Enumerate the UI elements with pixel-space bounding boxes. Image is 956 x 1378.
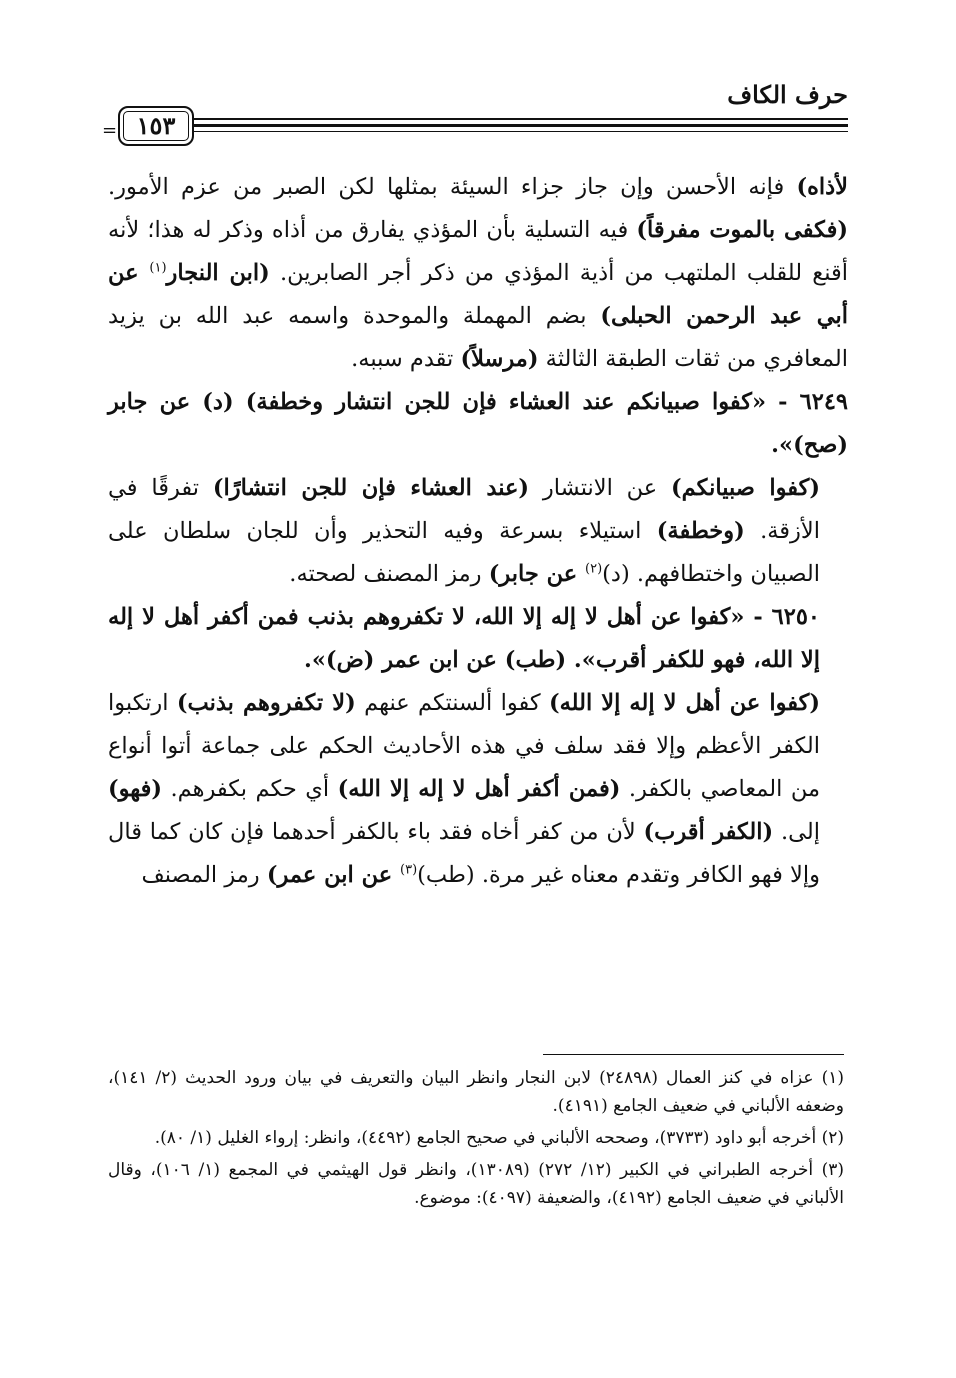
running-header-title: حرف الكاف xyxy=(727,80,848,109)
bold-term: عن ابن عمر) xyxy=(266,862,400,888)
commentary-text: كفوا ألسنتكم عنهم xyxy=(355,690,549,716)
hadith-6250 xyxy=(108,596,848,682)
paragraph-commentary-1 xyxy=(108,166,848,381)
bold-term: (كفوا عن أهل لا إله إلا الله) xyxy=(548,690,821,716)
bold-term: (عند العشاء فإن للجن انتشارًا) xyxy=(212,475,530,501)
header-rule-bottom xyxy=(190,131,848,132)
footnote-2 xyxy=(108,1124,844,1152)
commentary-text: فيه التسلية بأن المؤذي يفارق من أذاه وذكر له هذا؛ لأنه أقنع للقلب الملتهب من أذية المؤذي من ذكر أجر الصابرين. xyxy=(108,217,849,286)
commentary-text: استيلاء بسرعة وفيه التحذير وأن للجان سلطان على الصبيان واختطافهم. (د) xyxy=(108,518,820,587)
footnote-separator xyxy=(543,1054,844,1055)
commentary-text: ارتكبوا الكفر الأعظم وإلا فقد سلف في هذه الأحاديث الحكم على جماعة أتوا أنواع من المعاصي بالكفر. xyxy=(108,690,820,802)
bold-term: (فمن أكفر أهل لا إله إلا الله) xyxy=(337,776,621,802)
commentary-text: فإنه الأحسن وإن جاز جزاء السيئة بمثلها لكن الصبر من عزم الأمور. xyxy=(108,174,797,200)
commentary-text: تقدم سببه. xyxy=(351,346,461,372)
commentary-text: عن الانتشار xyxy=(529,475,672,501)
hadith-6249 xyxy=(108,381,848,467)
header-rule-top xyxy=(190,118,848,120)
bold-term: لأذاه) xyxy=(796,174,848,200)
footnote-ref[interactable]: (١) xyxy=(149,260,167,276)
footnote-text: (١) عزاه في كنز العمال (٢٤٨٩٨) لابن النجار وانظر البيان والتعريف في بيان ورود الحديث xyxy=(185,1068,844,1088)
bold-term: (ابن النجار xyxy=(166,260,270,286)
bold-term: عن أبي عبد الرحمن الحبلى) xyxy=(108,260,848,329)
bold-term: عن جابر) xyxy=(488,561,586,587)
page-number: ١٥٣ xyxy=(118,106,194,146)
bold-term: (وخطفة) xyxy=(656,518,745,544)
bold-term: (فكفى بالموت مفرقاً) xyxy=(636,217,848,243)
footnote-1 xyxy=(108,1064,844,1120)
hadith-text: ٦٢٤٩ - «كفوا صبيانكم عند العشاء فإن للجن انتشار وخطفة) (د) عن جابر (صح)». xyxy=(108,389,848,458)
footnote-text: (١/ ٨٠). xyxy=(154,1128,212,1148)
footnote-text: (٣) أخرجه الطبراني في الكبير (١٢/ ٢٧٢) (١٣٠٨٩)، وانظر قول الهيثمي في المجمع (١/ ١٠٦)، xyxy=(150,1160,845,1180)
header-rule-middle xyxy=(190,124,848,127)
footnote-text: (٢/ ١٤١)، وضعفه الألباني في ضعيف الجامع (٤١٩١). xyxy=(108,1068,844,1116)
commentary-text: بضم المهملة والموحدة واسمه عبد الله بن يزيد المعافري من ثقات الطبقة الثالثة xyxy=(108,303,848,372)
main-text xyxy=(108,166,848,897)
paragraph-commentary-3 xyxy=(108,682,848,897)
commentary-text: رمز المصنف xyxy=(141,862,267,888)
header-tick: = xyxy=(102,120,118,141)
bold-term: (مرسلاً) xyxy=(460,346,539,372)
footnote-text: (٢) أخرجه أبو داود (٣٧٣٣)، وصححه الألباني في صحيح الجامع (٤٤٩٢)، وانظر: إرواء الغليل xyxy=(217,1128,844,1148)
bold-term: (فهو) xyxy=(108,776,163,802)
paragraph-commentary-2 xyxy=(108,467,848,596)
footnote-ref[interactable]: (٢) xyxy=(585,561,603,577)
footnote-3 xyxy=(108,1156,844,1212)
commentary-text: تفرقًا في الأزقة. xyxy=(108,475,820,544)
bold-term: (لا تكفروهم بذنب) xyxy=(176,690,356,716)
footnotes xyxy=(108,1064,844,1216)
commentary-text: أي حكم بكفرهم. xyxy=(162,776,338,802)
commentary-text: إلى. xyxy=(773,819,820,845)
footnote-ref[interactable]: (٣) xyxy=(400,862,418,878)
hadith-text: ٦٢٥٠ - «كفوا عن أهل لا إله إلا الله، لا تكفروهم بذنب فمن أكفر أهل لا إله إلا الله، فهو للكفر أقرب». (طب) عن ابن عمر (ض)». xyxy=(108,604,820,673)
bold-term: (الكفر أقرب) xyxy=(643,819,774,845)
commentary-text: رمز المصنف لصحته. xyxy=(289,561,489,587)
footnote-text: وقال الألباني في ضعيف الجامع (٤١٩٢)، والضعيفة (٤٠٩٧): موضوع. xyxy=(108,1160,844,1208)
bold-term: (كفوا صبيانكم) xyxy=(671,475,820,501)
commentary-text: لأن من كفر أخاه فقد باء بالكفر أحدهما فإن كان كما قال وإلا فهو الكافر وتقدم معناه غير مرة. (طب) xyxy=(108,819,820,888)
